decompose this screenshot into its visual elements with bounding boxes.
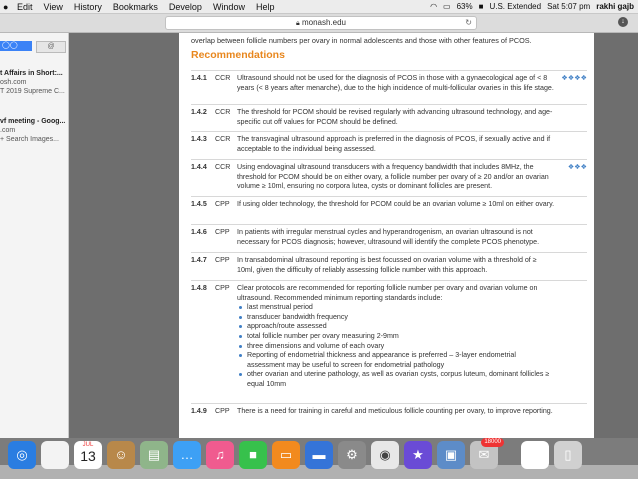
keynote-icon[interactable]: ▬ xyxy=(305,441,333,469)
recommendation-row xyxy=(191,196,587,222)
photo-icon[interactable]: ▣ xyxy=(437,441,465,469)
rec-text: In transabdominal ultrasound reporting is best focussed on ovarian volume with a threshold of ≥ 10ml, given the difficulty of reliably assessing follicle number with this approach. xyxy=(237,256,537,274)
itunes-icon[interactable]: ♫ xyxy=(206,441,234,469)
calendar-month: JUL xyxy=(82,442,94,448)
menu-edit[interactable]: Edit xyxy=(17,1,33,12)
rec-text: Ultrasound should not be used for the diagnosis of PCOS in those with a gynaecological age of < 8 years (< 8 years after menarche), due to the high incidence of multi-follicular ovaries in this life stage. xyxy=(237,74,554,92)
reading-list-tab[interactable]: @ xyxy=(36,41,66,53)
rec-type: CPP xyxy=(215,256,230,264)
battery-icon[interactable]: ▭ xyxy=(443,2,451,11)
rec-number: 1.4.8 xyxy=(191,284,207,292)
mail-icon[interactable]: ✉ 18000 xyxy=(470,441,498,469)
sidebar-item-title: t Affairs in Short:... xyxy=(0,70,63,77)
status-area xyxy=(430,2,638,11)
rec-text: Using endovaginal ultrasound transducers with a frequency bandwidth that includes 8MHz, the threshold for PCOM should be on either ovary, a follicle number per ovary of ≥ 20 and/or an ovarian volume ≥ 10ml, ensuring no corpora lutea, cysts or dominant follicles are present. xyxy=(237,163,549,191)
keyboard-layout[interactable]: U.S. Extended xyxy=(489,2,542,11)
lock-icon: 🔒︎ xyxy=(296,20,300,27)
contacts-icon[interactable]: ☺ xyxy=(107,441,135,469)
document-icon[interactable] xyxy=(521,441,549,469)
sidebar-item-title: vf meeting - Goog... xyxy=(0,118,66,125)
rec-type: CPP xyxy=(215,407,230,415)
safari-icon[interactable]: ◎ xyxy=(8,441,36,469)
menu-history[interactable]: History xyxy=(73,1,102,12)
rec-number: 1.4.7 xyxy=(191,256,207,264)
recommendation-row xyxy=(191,131,587,157)
rec-text xyxy=(237,284,555,390)
rec-type: CCR xyxy=(215,163,231,171)
menu-bar xyxy=(0,0,638,14)
recommendation-row xyxy=(191,159,587,193)
rec-text: In patients with irregular menstrual cycles and hyperandrogenism, an ovarian ultrasound is not necessary for PCOS diagnosis; however, ultrasound will identify the complete PCOS phenotype. xyxy=(237,228,540,246)
sidebar-item[interactable] xyxy=(0,69,68,96)
dock xyxy=(0,438,638,479)
rec-number: 1.4.1 xyxy=(191,74,207,82)
clock[interactable]: Sat 5:07 pm xyxy=(547,2,591,11)
menu-develop[interactable]: Develop xyxy=(168,1,202,12)
calendar-day: 13 xyxy=(80,448,96,464)
notes-icon[interactable] xyxy=(41,441,69,469)
rec-number: 1.4.2 xyxy=(191,108,207,116)
recommendation-row xyxy=(191,252,587,278)
recommendation-row xyxy=(191,280,587,401)
facetime-icon[interactable]: ■ xyxy=(239,441,267,469)
rec-text: If using older technology, the threshold for PCOM could be an ovarian volume ≥ 10ml on either ovary. xyxy=(237,200,555,208)
sidebar-tabs xyxy=(0,41,66,53)
apple-menu-icon[interactable]: ● xyxy=(3,1,9,12)
rec-type: CPP xyxy=(215,228,230,236)
rec-number: 1.4.3 xyxy=(191,135,207,143)
rec-type: CPP xyxy=(215,200,230,208)
recommendation-row xyxy=(191,224,587,250)
flag-icon: ■ xyxy=(478,2,484,11)
preview-icon[interactable]: ▤ xyxy=(140,441,168,469)
list-item: approach/route assessed xyxy=(247,322,555,332)
quality-rating-icon: ❖❖❖ xyxy=(567,164,587,171)
quality-rating-icon: ❖❖❖❖ xyxy=(561,75,587,82)
list-item: Reporting of endometrial thickness and appearance is preferred – 3-layer endometrial assessment may be useful to screen for endometrial pathology xyxy=(247,351,555,370)
menu-help[interactable]: Help xyxy=(255,1,275,12)
sidebar-item-domain: osh.com xyxy=(0,79,27,86)
menu-window[interactable]: Window xyxy=(212,1,245,12)
reload-icon[interactable]: ↻ xyxy=(465,18,472,27)
rec-number: 1.4.6 xyxy=(191,228,207,236)
sidebar-item-snippet: + Search Images... xyxy=(0,136,59,143)
bookmarks-tab[interactable]: ◯◯ xyxy=(0,41,32,51)
list-item: three dimensions and volume of each ovary xyxy=(247,342,555,352)
reporting-standards-list xyxy=(237,303,555,389)
document-page xyxy=(179,33,594,438)
url-text: monash.edu xyxy=(301,18,346,27)
rec-type: CCR xyxy=(215,108,231,116)
recommendation-row xyxy=(191,104,587,130)
section-heading: Recommendations xyxy=(191,49,285,61)
messages-icon[interactable]: … xyxy=(173,441,201,469)
rec-number: 1.4.5 xyxy=(191,200,207,208)
books-icon[interactable]: ▭ xyxy=(272,441,300,469)
list-item: total follicle number per ovary measuring 2-9mm xyxy=(247,332,555,342)
recommendation-row xyxy=(191,403,587,434)
notification-badge: 18000 xyxy=(481,438,504,447)
trash-icon[interactable]: ▯ xyxy=(554,441,582,469)
rec-intro-text: Clear protocols are recommended for reporting follicle number per ovary and ovarian volume on ultrasound. Recommended minimum reporting standards include: xyxy=(237,284,538,302)
list-item: transducer bandwidth frequency xyxy=(247,313,555,323)
intro-text: overlap between follicle numbers per ovary in normal adolescents and those with other features of PCOS. xyxy=(191,36,532,45)
rec-text: The transvaginal ultrasound approach is preferred in the diagnosis of PCOS, if sexually active and if acceptable to the individual being assessed. xyxy=(237,135,551,153)
sidebar xyxy=(0,33,69,438)
list-item: last menstrual period xyxy=(247,303,555,313)
rec-number: 1.4.4 xyxy=(191,163,207,171)
user-name[interactable]: rakhi gajb xyxy=(596,2,634,11)
rec-text: The threshold for PCOM should be revised regularly with advancing ultrasound technology, and age-specific cut off values for PCOM should be defined. xyxy=(237,108,553,126)
web-content xyxy=(69,33,638,438)
sidebar-item-snippet: T 2019 Supreme C... xyxy=(0,88,65,95)
system-preferences-icon[interactable]: ⚙ xyxy=(338,441,366,469)
battery-percent: 63% xyxy=(456,2,473,11)
imovie-icon[interactable]: ★ xyxy=(404,441,432,469)
recommendation-row xyxy=(191,70,587,104)
rec-number: 1.4.9 xyxy=(191,407,207,415)
chrome-icon[interactable]: ◉ xyxy=(371,441,399,469)
list-item: other ovarian and uterine pathology, as well as ovarian cysts, corpus luteum, dominant follicles ≥ equal 10mm xyxy=(247,370,555,389)
sidebar-item[interactable] xyxy=(0,117,68,144)
menu-view[interactable]: View xyxy=(43,1,63,12)
downloads-icon[interactable]: ↓ xyxy=(618,17,628,27)
menu-bookmarks[interactable]: Bookmarks xyxy=(112,1,158,12)
wifi-icon[interactable]: ◠ xyxy=(430,2,438,11)
rec-type: CCR xyxy=(215,74,231,82)
rec-type: CPP xyxy=(215,284,230,292)
browser-toolbar xyxy=(0,14,638,33)
address-bar[interactable] xyxy=(165,16,477,30)
sidebar-item-domain: .com xyxy=(0,127,16,134)
calendar-icon[interactable] xyxy=(74,441,102,469)
rec-text: There is a need for training in careful and meticulous follicle counting per ovary, to improve reporting. xyxy=(237,407,553,415)
rec-type: CCR xyxy=(215,135,231,143)
